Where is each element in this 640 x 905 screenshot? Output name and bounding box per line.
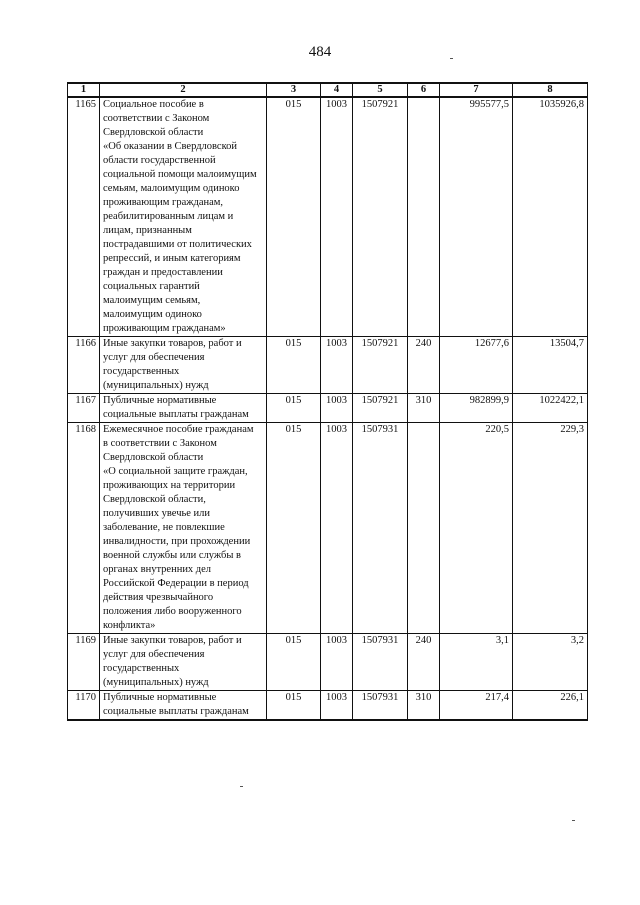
col5-value: 1507931 [353,423,408,634]
col3-value: 015 [267,634,321,691]
col8-amount: 13504,7 [513,337,588,394]
col3-value: 015 [267,423,321,634]
col8-amount: 229,3 [513,423,588,634]
col3-value: 015 [267,337,321,394]
column-header: 2 [100,83,267,97]
col5-value: 1507921 [353,394,408,423]
col3-value: 015 [267,691,321,721]
column-header: 4 [321,83,353,97]
table-row [68,423,588,634]
col6-value: 240 [408,634,440,691]
column-header: 1 [68,83,100,97]
scan-speck [450,58,453,59]
row-number: 1167 [68,394,100,423]
row-number: 1168 [68,423,100,634]
col6-value: 240 [408,337,440,394]
column-header: 7 [440,83,513,97]
row-name: Иные закупки товаров, работ и услуг для обеспечения государственных (муниципальных) нужд [100,337,267,394]
page-number: 484 [308,44,332,60]
table-header-row [68,83,588,97]
row-name: Публичные нормативные социальные выплаты гражданам [100,691,267,721]
column-header: 8 [513,83,588,97]
col6-value [408,97,440,337]
table-row [68,691,588,721]
row-number: 1169 [68,634,100,691]
col6-value [408,423,440,634]
row-number: 1166 [68,337,100,394]
table-row [68,337,588,394]
scan-speck [572,820,575,821]
scan-speck [240,786,243,787]
col7-amount: 995577,5 [440,97,513,337]
col8-amount: 3,2 [513,634,588,691]
col4-value: 1003 [321,423,353,634]
col3-value: 015 [267,97,321,337]
col5-value: 1507931 [353,634,408,691]
col5-value: 1507931 [353,691,408,721]
col7-amount: 217,4 [440,691,513,721]
column-header: 6 [408,83,440,97]
col5-value: 1507921 [353,337,408,394]
table-row [68,634,588,691]
col4-value: 1003 [321,691,353,721]
col4-value: 1003 [321,634,353,691]
col4-value: 1003 [321,97,353,337]
row-number: 1165 [68,97,100,337]
row-number: 1170 [68,691,100,721]
row-name: Ежемесячное пособие гражданам в соответствии с Законом Свердловской области «О социальной защите граждан, проживающих на территории Свердловской области, получивших увечье или заболевание, не повлекшие инвалидности, при прохождении военной службы или службы в органах внутренних дел Российской Федерации в период действия чрезвычайного положения либо вооруженного конфликта» [100,423,267,634]
col5-value: 1507921 [353,97,408,337]
col3-value: 015 [267,394,321,423]
col6-value: 310 [408,394,440,423]
row-name: Публичные нормативные социальные выплаты гражданам [100,394,267,423]
budget-table [67,82,588,721]
row-name: Иные закупки товаров, работ и услуг для обеспечения государственных (муниципальных) нужд [100,634,267,691]
col4-value: 1003 [321,337,353,394]
col8-amount: 1022422,1 [513,394,588,423]
col8-amount: 226,1 [513,691,588,721]
column-header: 5 [353,83,408,97]
col6-value: 310 [408,691,440,721]
column-header: 3 [267,83,321,97]
table-row [68,394,588,423]
col8-amount: 1035926,8 [513,97,588,337]
col7-amount: 12677,6 [440,337,513,394]
table-row [68,97,588,337]
row-name: Социальное пособие в соответствии с Законом Свердловской области «Об оказании в Свердловской области государственной социальной помощи малоимущим семьям, малоимущим одиноко проживающим гражданам, реабилитированным лицам и лицам, признанным пострадавшими от политических репрессий, и иным категориям граждан и предоставлении социальных гарантий малоимущим семьям, малоимущим одиноко проживающим гражданам» [100,97,267,337]
col7-amount: 3,1 [440,634,513,691]
col7-amount: 982899,9 [440,394,513,423]
col4-value: 1003 [321,394,353,423]
col7-amount: 220,5 [440,423,513,634]
